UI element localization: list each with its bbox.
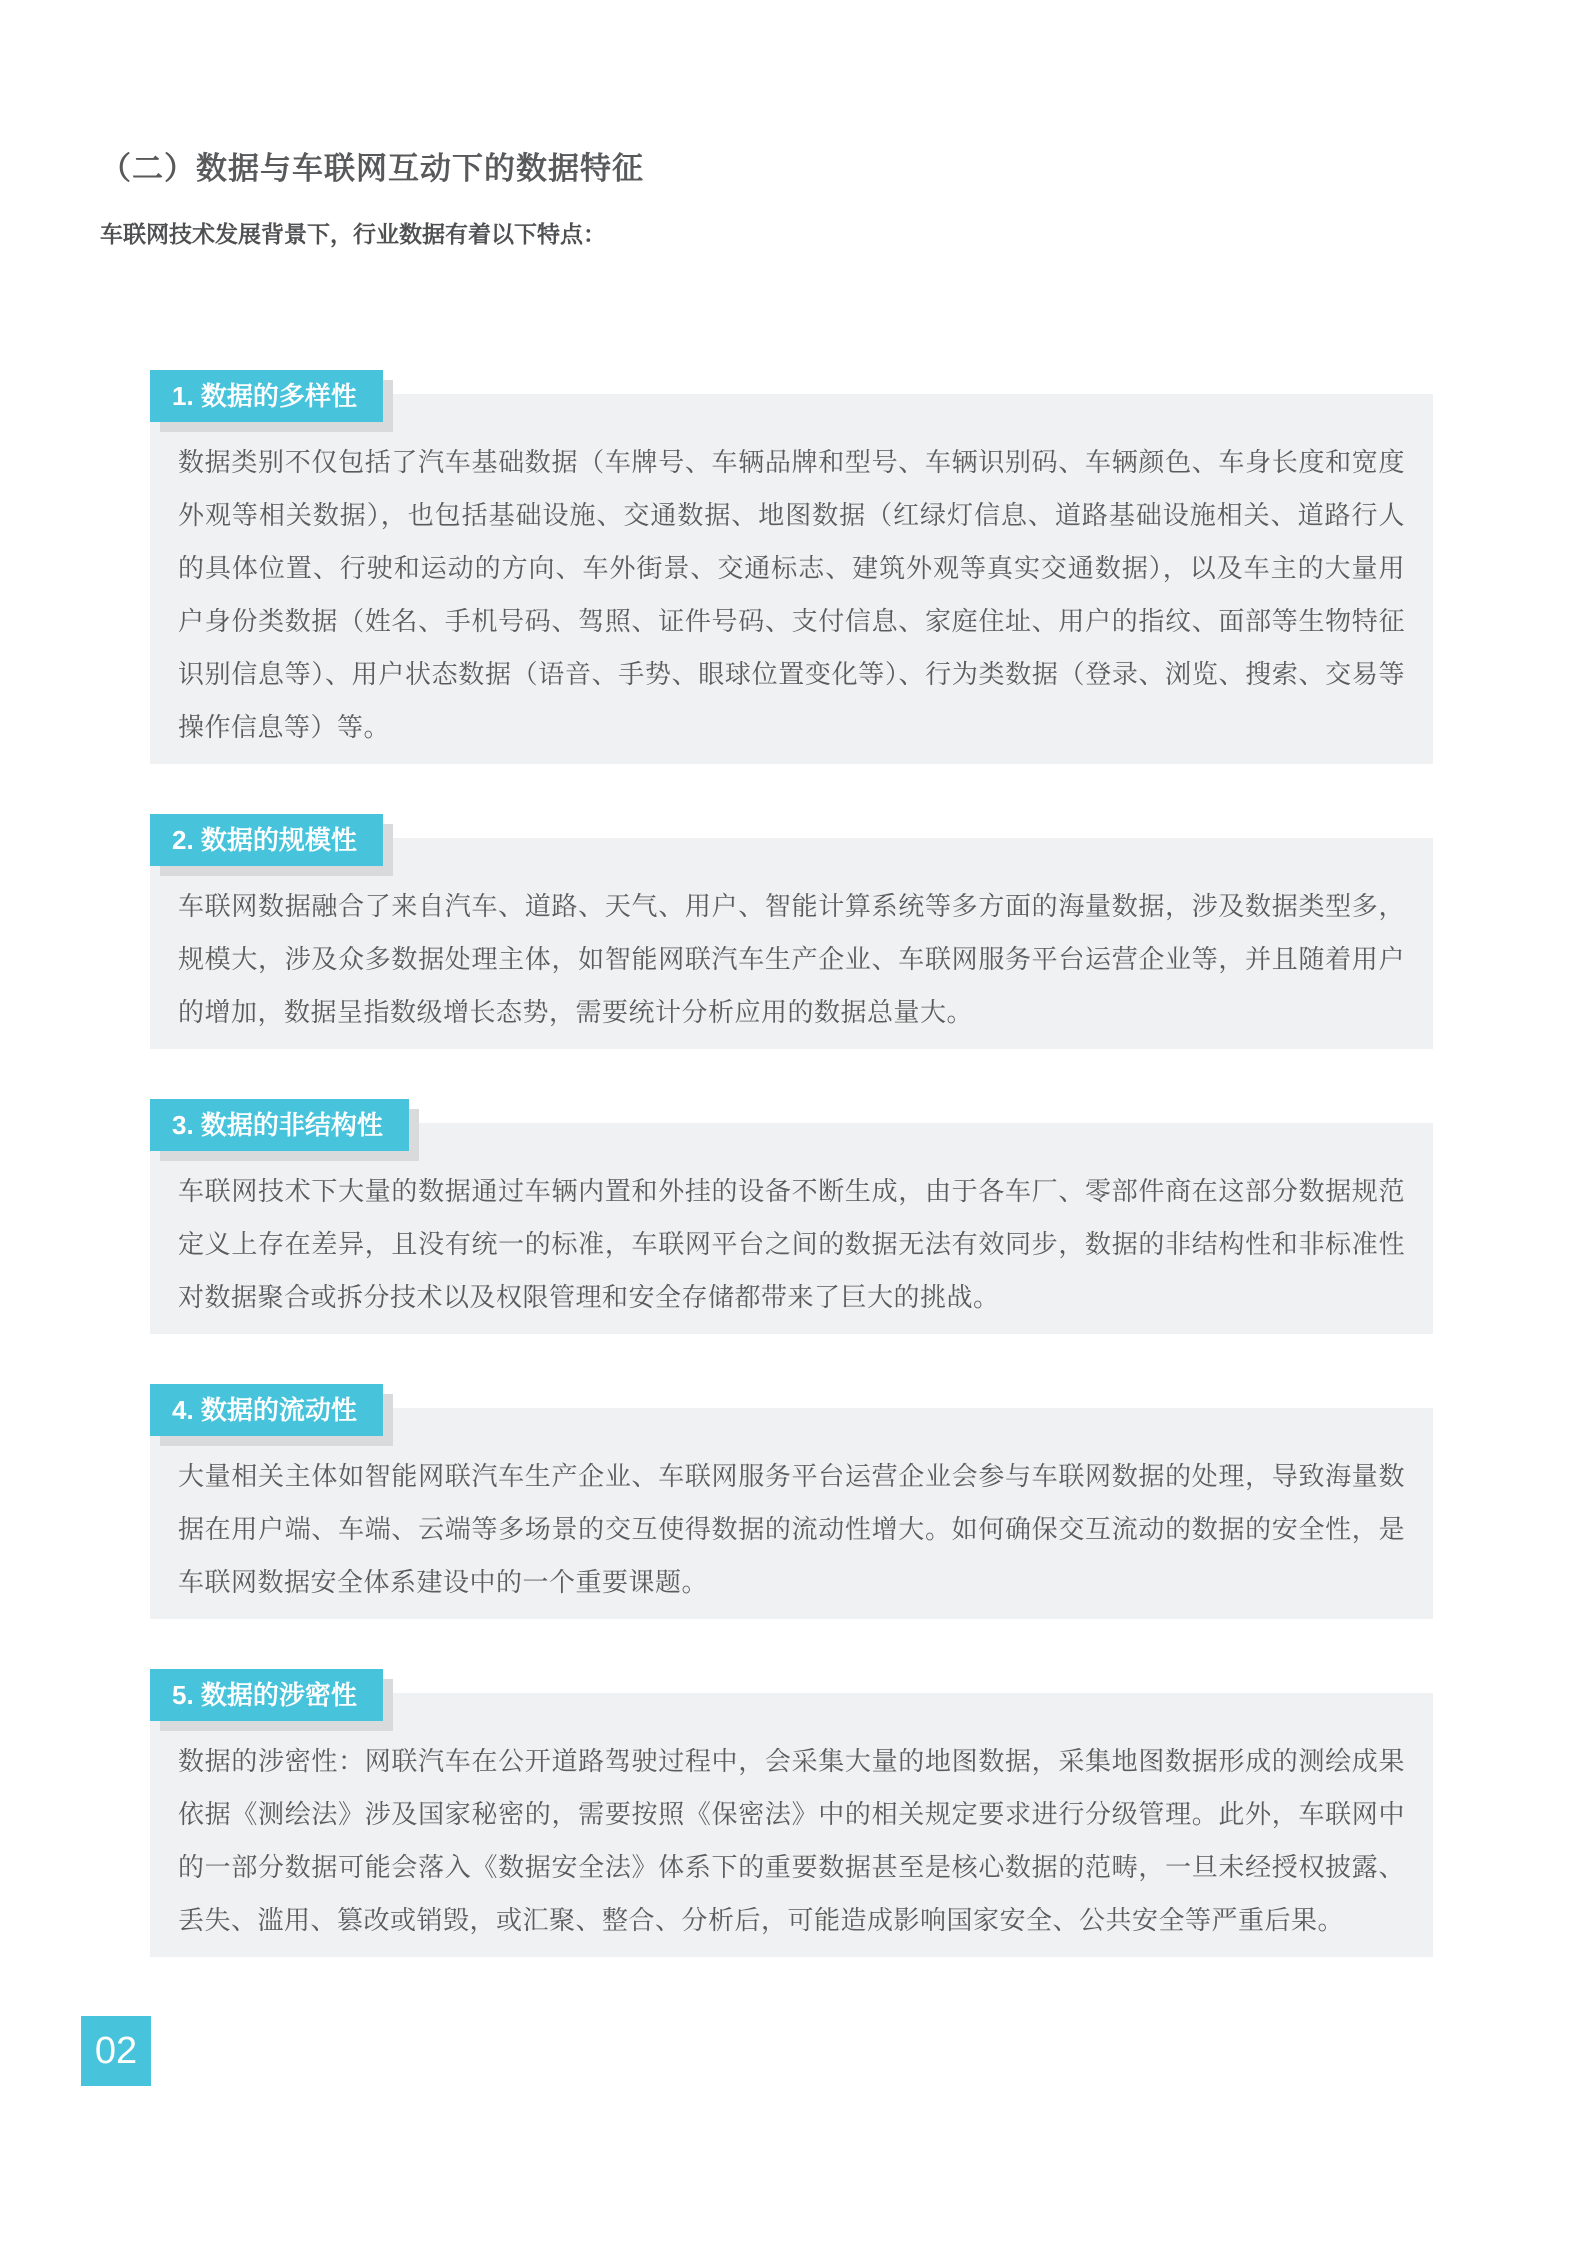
feature-panel-1 xyxy=(150,394,1433,764)
feature-body-1: 数据类别不仅包括了汽车基础数据（车牌号、车辆品牌和型号、车辆识别码、车辆颜色、车身长度和宽度外观等相关数据），也包括基础设施、交通数据、地图数据（红绿灯信息、道路基础设施相关、道路行人的具体位置、行驶和运动的方向、车外街景、交通标志、建筑外观等真实交通数据），以及车主的大量用户身份类数据（姓名、手机号码、驾照、证件号码、支付信息、家庭住址、用户的指纹、面部等生物特征识别信息等）、用户状态数据（语音、手势、眼球位置变化等）、行为类数据（登录、浏览、搜索、交易等操作信息等）等。 xyxy=(178,447,1405,743)
feature-section-4 xyxy=(150,1384,1433,1619)
feature-section-5 xyxy=(150,1669,1433,1957)
page-subtitle: 车联网技术发展背景下，行业数据有着以下特点： xyxy=(100,220,606,247)
page-number-badge: 02 xyxy=(81,2016,151,2086)
feature-panel-2 xyxy=(150,838,1433,1049)
feature-panel-3 xyxy=(150,1123,1433,1334)
feature-section-3 xyxy=(150,1099,1433,1334)
feature-badge-5: 5. 数据的涉密性 xyxy=(150,1669,383,1721)
feature-body-5: 数据的涉密性：网联汽车在公开道路驾驶过程中，会采集大量的地图数据，采集地图数据形成的测绘成果依据《测绘法》涉及国家秘密的，需要按照《保密法》中的相关规定要求进行分级管理。此外，车联网中的一部分数据可能会落入《数据安全法》体系下的重要数据甚至是核心数据的范畴，一旦未经授权披露、丢失、滥用、篡改或销毁，或汇聚、整合、分析后，可能造成影响国家安全、公共安全等严重后果。 xyxy=(178,1746,1405,1936)
feature-section-2 xyxy=(150,814,1433,1049)
feature-panel-4 xyxy=(150,1408,1433,1619)
feature-body-4: 大量相关主体如智能网联汽车生产企业、车联网服务平台运营企业会参与车联网数据的处理，导致海量数据在用户端、车端、云端等多场景的交互使得数据的流动性增大。如何确保交互流动的数据的安全性，是车联网数据安全体系建设中的一个重要课题。 xyxy=(178,1461,1405,1598)
feature-section-1 xyxy=(150,370,1433,764)
feature-badge-1: 1. 数据的多样性 xyxy=(150,370,383,422)
feature-body-2: 车联网数据融合了来自汽车、道路、天气、用户、智能计算系统等多方面的海量数据，涉及数据类型多，规模大，涉及众多数据处理主体，如智能网联汽车生产企业、车联网服务平台运营企业等，并且随着用户的增加，数据呈指数级增长态势，需要统计分析应用的数据总量大。 xyxy=(178,891,1405,1028)
page-title: （二）数据与车联网互动下的数据特征 xyxy=(100,151,644,186)
feature-panel-5 xyxy=(150,1693,1433,1957)
feature-badge-3: 3. 数据的非结构性 xyxy=(150,1099,409,1151)
feature-badge-4: 4. 数据的流动性 xyxy=(150,1384,383,1436)
feature-body-3: 车联网技术下大量的数据通过车辆内置和外挂的设备不断生成，由于各车厂、零部件商在这部分数据规范定义上存在差异，且没有统一的标准，车联网平台之间的数据无法有效同步，数据的非结构性和非标准性对数据聚合或拆分技术以及权限管理和安全存储都带来了巨大的挑战。 xyxy=(178,1176,1405,1313)
feature-badge-2: 2. 数据的规模性 xyxy=(150,814,383,866)
